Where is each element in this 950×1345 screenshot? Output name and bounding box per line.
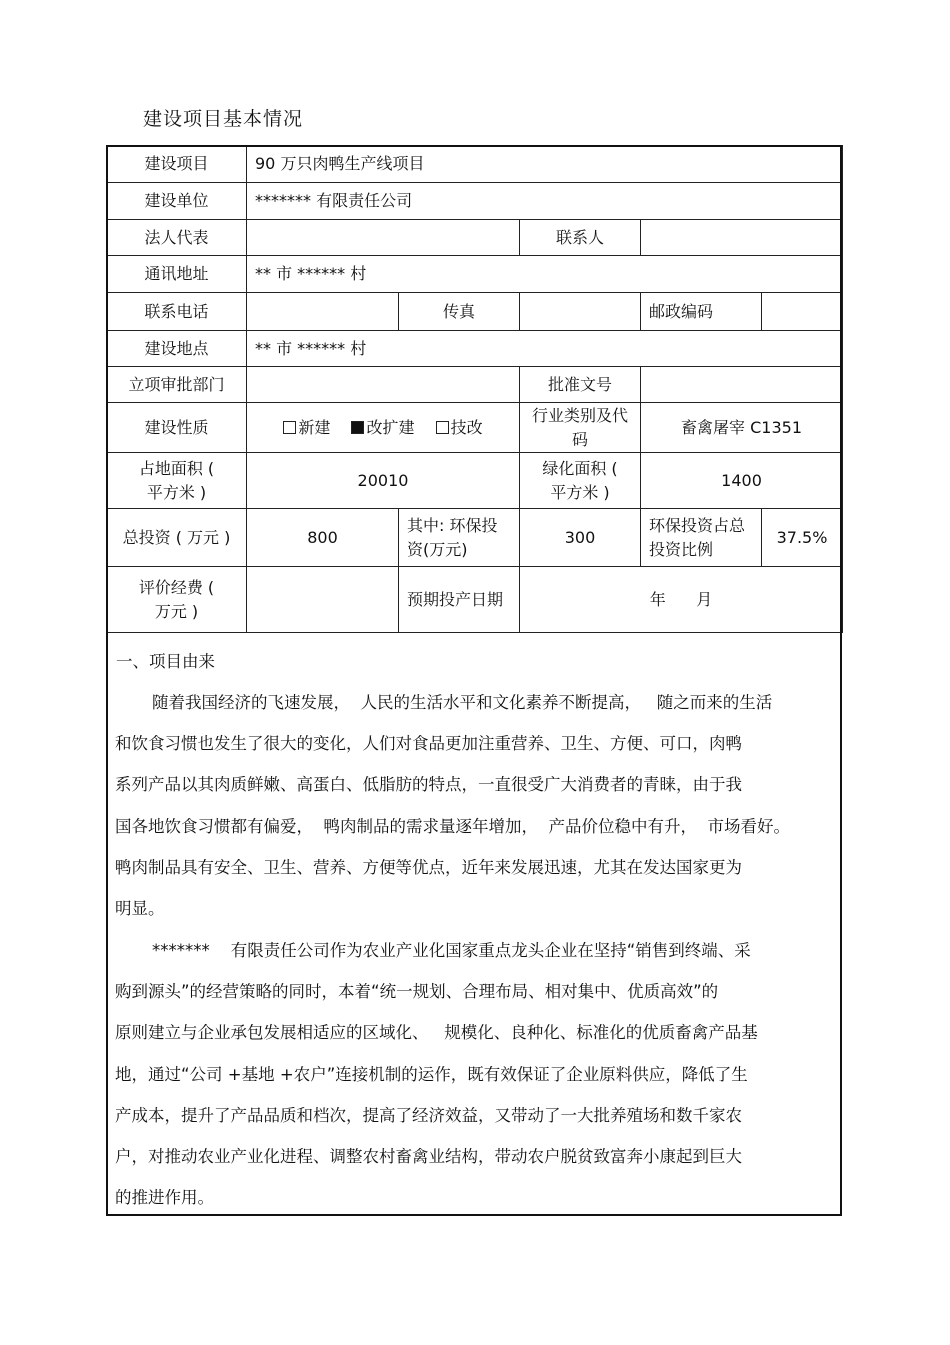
project-name-value: 90 万只肉鸭生产线项目 [247, 146, 843, 183]
mailing-address-label: 通讯地址 [107, 256, 247, 293]
industry-category-label: 行业类别及代码 [520, 403, 641, 453]
paragraph-line: 购到源头”的经营策略的同时，本着“统一规划、合理布局、相对集中、优质高效”的 [115, 982, 719, 1002]
green-area-label: 绿化面积 ( 平方米 ) [520, 453, 641, 509]
paragraph-line: 随着我国经济的飞速发展， 人民的生活水平和文化素养不断提高， 随之而来的生活 [152, 693, 773, 712]
paragraph-line: 的推进作用。 [115, 1188, 214, 1208]
industry-category-value: 畜禽屠宰 C1351 [641, 403, 843, 453]
env-investment-value: 300 [520, 509, 641, 567]
mailing-address-value: ** 市 ****** 村 [247, 256, 843, 293]
env-investment-ratio-label: 环保投资占总投资比例 [641, 509, 762, 567]
project-name-label: 建设项目 [107, 146, 247, 183]
env-investment-label: 其中: 环保投资(万元) [399, 509, 520, 567]
env-investment-ratio-value: 37.5% [762, 509, 843, 567]
paragraph-line: ******* 有限责任公司作为农业产业化国家重点龙头企业在坚持“销售到终端、采 [152, 941, 751, 960]
paragraph-line: 国各地饮食习惯都有偏爱， 鸭肉制品的需求量逐年增加， 产品价位稳中有升， 市场看好。 [115, 816, 790, 836]
fax-label: 传真 [399, 293, 520, 331]
nature-option-new[interactable]: 新建 [283, 418, 330, 437]
paragraph-line: 和饮食习惯也发生了很大的变化，人们对食品更加注重营养、卫生、方便、可口，肉鸭 [115, 734, 742, 754]
construction-nature-label: 建设性质 [107, 403, 247, 453]
total-investment-value: 800 [247, 509, 399, 567]
expected-start-date-label: 预期投产日期 [399, 567, 520, 633]
paragraph-line: 地，通过“公司 +基地 +农户”连接机制的运作，既有效保证了企业原料供应，降低了生 [115, 1064, 748, 1084]
paragraph-line: 明显。 [115, 899, 165, 919]
contact-person-label: 联系人 [520, 220, 641, 256]
expected-start-date-value: 年 月 [520, 567, 843, 633]
approval-number-label: 批准文号 [520, 367, 641, 403]
construction-site-value: ** 市 ****** 村 [247, 331, 843, 367]
paragraph-line: 系列产品以其肉质鲜嫩、高蛋白、低脂肪的特点，一直很受广大消费者的青睐，由于我 [115, 775, 742, 795]
evaluation-cost-label: 评价经费 ( 万元 ) [107, 567, 247, 633]
construction-unit-value: ******* 有限责任公司 [247, 183, 843, 220]
phone-label: 联系电话 [107, 293, 247, 331]
document-frame [106, 145, 842, 1216]
paragraph-line: 原则建立与企业承包发展相适应的区域化、 规模化、良种化、标准化的优质畜禽产品基 [115, 1023, 758, 1043]
postcode-label: 邮政编码 [641, 293, 762, 331]
land-area-label: 占地面积 ( 平方米 ) [107, 453, 247, 509]
total-investment-label: 总投资 ( 万元 ) [107, 509, 247, 567]
page-title: 建设项目基本情况 [143, 108, 304, 130]
nature-option-tech[interactable]: 技改 [436, 418, 483, 437]
legal-rep-label: 法人代表 [107, 220, 247, 256]
construction-site-label: 建设地点 [107, 331, 247, 367]
nature-option-expand[interactable]: 改扩建 [351, 418, 414, 437]
green-area-value: 1400 [641, 453, 843, 509]
paragraph-line: 户，对推动农业产业化进程、调整农村畜禽业结构，带动农户脱贫致富奔小康起到巨大 [115, 1147, 742, 1167]
paragraph-line: 产成本，提升了产品品质和档次，提高了经济效益，又带动了一大批养殖场和数千家农 [115, 1105, 742, 1125]
approval-dept-label: 立项审批部门 [107, 367, 247, 403]
construction-unit-label: 建设单位 [107, 183, 247, 220]
land-area-value: 20010 [247, 453, 520, 509]
section-heading: 一、项目由来 [116, 652, 215, 671]
paragraph-line: 鸭肉制品具有安全、卫生、营养、方便等优点，近年来发展迅速，尤其在发达国家更为 [115, 857, 742, 877]
